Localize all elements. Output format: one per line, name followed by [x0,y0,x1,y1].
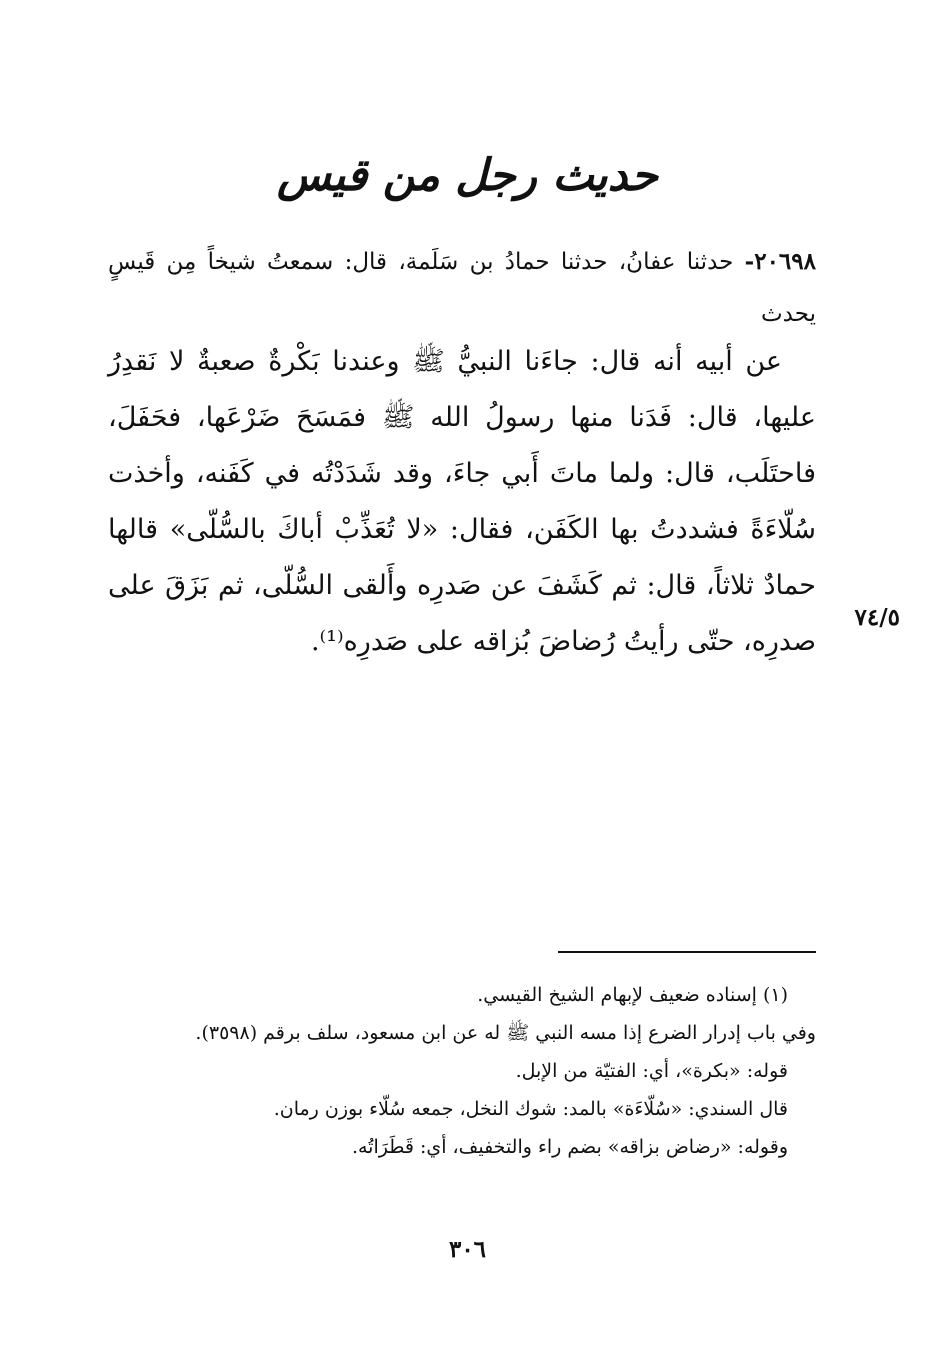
section-title: حديث رجل من قيس [277,150,658,201]
margin-reference: ٧٤/٥ [854,604,900,631]
footnotes [108,976,816,1166]
page-number: ٣٠٦ [448,1236,487,1263]
footnote-4: قال السندي: «سُلّاءَة» بالمد: شوك النخل، جمعه سُلّاء بوزن رمان. [273,1098,788,1120]
footnote-2: وفي باب إدرار الضرع إذا مسه النبي ﷺ له عن ابن مسعود، سلف برقم (٣٥٩٨). [195,1022,816,1044]
footnote-3: قوله: «بكرة»، أي: الفتيّة من الإبل. [515,1060,788,1082]
hadith-chain: حدثنا عفانُ، حدثنا حمادُ بن سَلَمة، قال: سمعتُ شيخاً مِن قَيسٍ يحدث [108,249,816,327]
footnote-5: وقوله: «رضاض بزاقه» بضم راء والتخفيف، أي: قَطَرَاتُه. [351,1136,788,1158]
hadith-body-text: عن أبيه أنه قال: جاءَنا النبيُّ ﷺ وعندنا بَكْرةٌ صعبةٌ لا نَقدِرُ عليها، قال: فَدَنا منها رسولُ الله ﷺ فمَسَحَ ضَرْعَها، فحَفَلَ، فاحتَلَب، قال: ولما ماتَ أَبي جاءَ، وقد شَدَدْتُه في كَفَنه، وأخذت سُلّاءَةً فشددتُ بها الكَفَن، فقال: «لا تُعَذِّبْ أباكَ بالسُّلّى» قالها حمادٌ ثلاثاً، قال: ثم كَشَفَ عن صَدرِه وأَلقى السُّلّى، ثم بَزَقَ على صدرِه، حتّى رأيتُ رُضاضَ بُزاقه على صَدرِه⁽¹⁾. [108,346,816,657]
footnote-1: (١) إسناده ضعيف لإبهام الشيخ القيسي. [477,984,788,1006]
hadith-text [108,334,816,670]
footnote-divider [558,951,816,953]
hadith-intro [108,236,816,340]
hadith-number: ٢٠٦٩٨- [744,248,816,275]
